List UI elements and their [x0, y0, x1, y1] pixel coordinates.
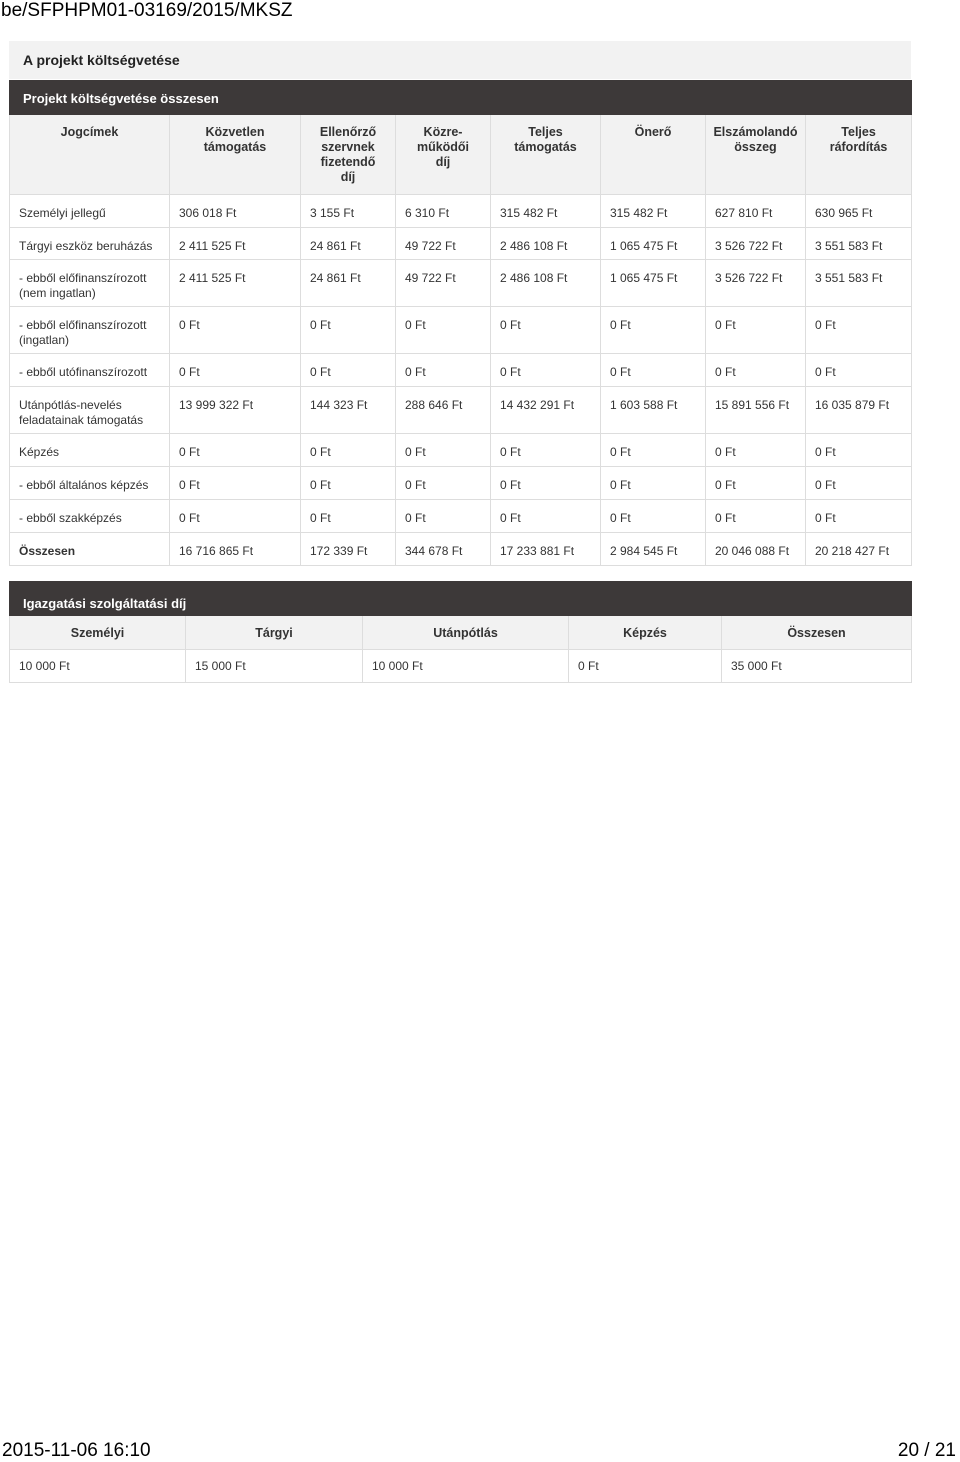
- row-label: [10, 195, 170, 228]
- column-header-line: Önerő: [634, 125, 672, 139]
- row-label-line: (ingatlan): [19, 333, 70, 347]
- table-cell: 0 Ft: [396, 500, 491, 533]
- column-header-line: Ellenőrző: [319, 125, 377, 139]
- table-cell: 10 000 Ft: [363, 650, 569, 683]
- document-id: be/SFPHPM01-03169/2015/MKSZ: [1, 0, 293, 21]
- column-header: [806, 115, 912, 195]
- table-cell: 14 432 291 Ft: [491, 387, 601, 434]
- footer-page-number: 20 / 21: [897, 1440, 956, 1461]
- column-header-line: támogatás: [203, 140, 267, 154]
- table-cell: 0 Ft: [601, 354, 706, 387]
- budget-table: [9, 80, 912, 566]
- column-header-line: díj: [340, 170, 356, 184]
- table-cell: 0 Ft: [706, 354, 806, 387]
- table-cell: 0 Ft: [396, 434, 491, 467]
- table-row: [10, 387, 912, 434]
- footer-timestamp: 2015-11-06 16:10: [2, 1440, 151, 1461]
- table-cell: 3 526 722 Ft: [706, 228, 806, 260]
- column-header: Képzés: [569, 616, 722, 650]
- row-label-line: - ebből előfinanszírozott: [19, 271, 147, 285]
- table-cell: 172 339 Ft: [301, 533, 396, 566]
- table-cell: 0 Ft: [569, 650, 722, 683]
- table-cell: 0 Ft: [301, 434, 396, 467]
- table-cell: 0 Ft: [301, 467, 396, 500]
- table-row: [10, 195, 912, 228]
- row-label-line: Képzés: [19, 445, 60, 459]
- row-label-line: (nem ingatlan): [19, 286, 96, 300]
- table-cell: 144 323 Ft: [301, 387, 396, 434]
- table-cell: 3 526 722 Ft: [706, 260, 806, 307]
- table-cell: 49 722 Ft: [396, 260, 491, 307]
- table-cell: 3 551 583 Ft: [806, 228, 912, 260]
- row-label: [10, 434, 170, 467]
- table-cell: 20 046 088 Ft: [706, 533, 806, 566]
- table-cell: 0 Ft: [170, 354, 301, 387]
- column-header: Összesen: [722, 616, 912, 650]
- table-cell: 0 Ft: [301, 307, 396, 354]
- row-label: [10, 387, 170, 434]
- row-label-line: - ebből utófinanszírozott: [19, 365, 148, 379]
- column-header-line: Jogcímek: [60, 125, 119, 139]
- table-cell: 1 065 475 Ft: [601, 260, 706, 307]
- fee-table-title: Igazgatási szolgáltatási díj: [10, 582, 912, 616]
- table-cell: 0 Ft: [806, 500, 912, 533]
- row-label-line: feladatainak támogatás: [19, 413, 144, 427]
- table-cell: 2 984 545 Ft: [601, 533, 706, 566]
- table-cell: 3 155 Ft: [301, 195, 396, 228]
- table-cell: 0 Ft: [491, 307, 601, 354]
- table-cell: 0 Ft: [170, 307, 301, 354]
- table-cell: 16 716 865 Ft: [170, 533, 301, 566]
- table-cell: 0 Ft: [491, 354, 601, 387]
- table-cell: 2 486 108 Ft: [491, 228, 601, 260]
- table-cell: 0 Ft: [806, 434, 912, 467]
- table-cell: 0 Ft: [491, 467, 601, 500]
- table-cell: 0 Ft: [170, 467, 301, 500]
- column-header-line: ráfordítás: [829, 140, 888, 154]
- row-label-line: Személyi jellegű: [19, 206, 106, 220]
- column-header: Utánpótlás: [363, 616, 569, 650]
- table-row: [10, 434, 912, 467]
- table-cell: 0 Ft: [396, 354, 491, 387]
- table-cell: 0 Ft: [396, 467, 491, 500]
- table-cell: 627 810 Ft: [706, 195, 806, 228]
- column-header: Személyi: [10, 616, 186, 650]
- table-cell: 16 035 879 Ft: [806, 387, 912, 434]
- table-row: [10, 533, 912, 566]
- table-cell: 0 Ft: [301, 500, 396, 533]
- table-cell: 0 Ft: [706, 434, 806, 467]
- table-cell: 1 065 475 Ft: [601, 228, 706, 260]
- table-cell: 0 Ft: [706, 467, 806, 500]
- table-cell: 2 411 525 Ft: [170, 260, 301, 307]
- table-cell: 2 486 108 Ft: [491, 260, 601, 307]
- table-row: [10, 307, 912, 354]
- column-header-line: Teljes: [528, 125, 563, 139]
- row-label-line: - ebből általános képzés: [19, 478, 149, 492]
- table-row: [10, 354, 912, 387]
- table-cell: 306 018 Ft: [170, 195, 301, 228]
- row-label: [10, 228, 170, 260]
- column-header-line: Közre-: [423, 125, 463, 139]
- table-cell: 0 Ft: [601, 467, 706, 500]
- column-header-line: működői: [416, 140, 470, 154]
- column-header: [301, 115, 396, 195]
- table-cell: 344 678 Ft: [396, 533, 491, 566]
- column-header-line: Közvetlen: [205, 125, 265, 139]
- table-cell: 24 861 Ft: [301, 228, 396, 260]
- row-label-line: - ebből szakképzés: [19, 511, 122, 525]
- table-cell: 35 000 Ft: [722, 650, 912, 683]
- row-label-line: - ebből előfinanszírozott: [19, 318, 147, 332]
- table-cell: 0 Ft: [301, 354, 396, 387]
- table-cell: 0 Ft: [170, 434, 301, 467]
- row-label: [10, 354, 170, 387]
- table-cell: 0 Ft: [601, 307, 706, 354]
- table-cell: 0 Ft: [396, 307, 491, 354]
- column-header: [396, 115, 491, 195]
- table-cell: 24 861 Ft: [301, 260, 396, 307]
- table-row: [10, 650, 912, 683]
- table-cell: 0 Ft: [170, 500, 301, 533]
- row-label-line: Tárgyi eszköz beruházás: [19, 239, 153, 253]
- table-cell: 0 Ft: [806, 467, 912, 500]
- table-cell: 630 965 Ft: [806, 195, 912, 228]
- column-header-line: díj: [435, 155, 451, 169]
- column-header: [601, 115, 706, 195]
- row-label: [10, 533, 170, 566]
- table-row: [10, 228, 912, 260]
- column-header: [706, 115, 806, 195]
- table-cell: 0 Ft: [491, 434, 601, 467]
- column-header: Tárgyi: [186, 616, 363, 650]
- table-row: [10, 467, 912, 500]
- column-header-line: Elszámolandó: [713, 125, 798, 139]
- table-cell: 288 646 Ft: [396, 387, 491, 434]
- column-header: [491, 115, 601, 195]
- table-cell: 13 999 322 Ft: [170, 387, 301, 434]
- table-cell: 6 310 Ft: [396, 195, 491, 228]
- column-header-line: fizetendő: [320, 155, 376, 169]
- table-cell: 2 411 525 Ft: [170, 228, 301, 260]
- row-label: [10, 307, 170, 354]
- column-header-line: támogatás: [514, 140, 577, 154]
- table-cell: 1 603 588 Ft: [601, 387, 706, 434]
- table-cell: 3 551 583 Ft: [806, 260, 912, 307]
- budget-table-title: Projekt költségvetése összesen: [10, 81, 912, 115]
- row-label: [10, 500, 170, 533]
- table-cell: 17 233 881 Ft: [491, 533, 601, 566]
- column-header: [170, 115, 301, 195]
- column-header-line: Teljes: [841, 125, 876, 139]
- section-title: A projekt költségvetése: [9, 41, 911, 79]
- table-cell: 0 Ft: [601, 434, 706, 467]
- table-cell: 49 722 Ft: [396, 228, 491, 260]
- table-cell: 0 Ft: [491, 500, 601, 533]
- table-cell: 315 482 Ft: [601, 195, 706, 228]
- table-cell: 20 218 427 Ft: [806, 533, 912, 566]
- row-label: [10, 260, 170, 307]
- table-cell: 0 Ft: [806, 307, 912, 354]
- table-cell: 10 000 Ft: [10, 650, 186, 683]
- row-label: [10, 467, 170, 500]
- table-cell: 15 891 556 Ft: [706, 387, 806, 434]
- row-label-line: Utánpótlás-nevelés: [19, 398, 122, 412]
- table-row: [10, 500, 912, 533]
- row-label-line: Összesen: [19, 544, 76, 558]
- fee-table: [9, 581, 912, 683]
- table-cell: 0 Ft: [601, 500, 706, 533]
- column-header-line: szervnek: [321, 140, 375, 154]
- table-cell: 315 482 Ft: [491, 195, 601, 228]
- table-cell: 15 000 Ft: [186, 650, 363, 683]
- table-cell: 0 Ft: [706, 307, 806, 354]
- table-row: [10, 260, 912, 307]
- table-cell: 0 Ft: [806, 354, 912, 387]
- table-cell: 0 Ft: [706, 500, 806, 533]
- column-header-line: összeg: [734, 140, 777, 154]
- column-header: [10, 115, 170, 195]
